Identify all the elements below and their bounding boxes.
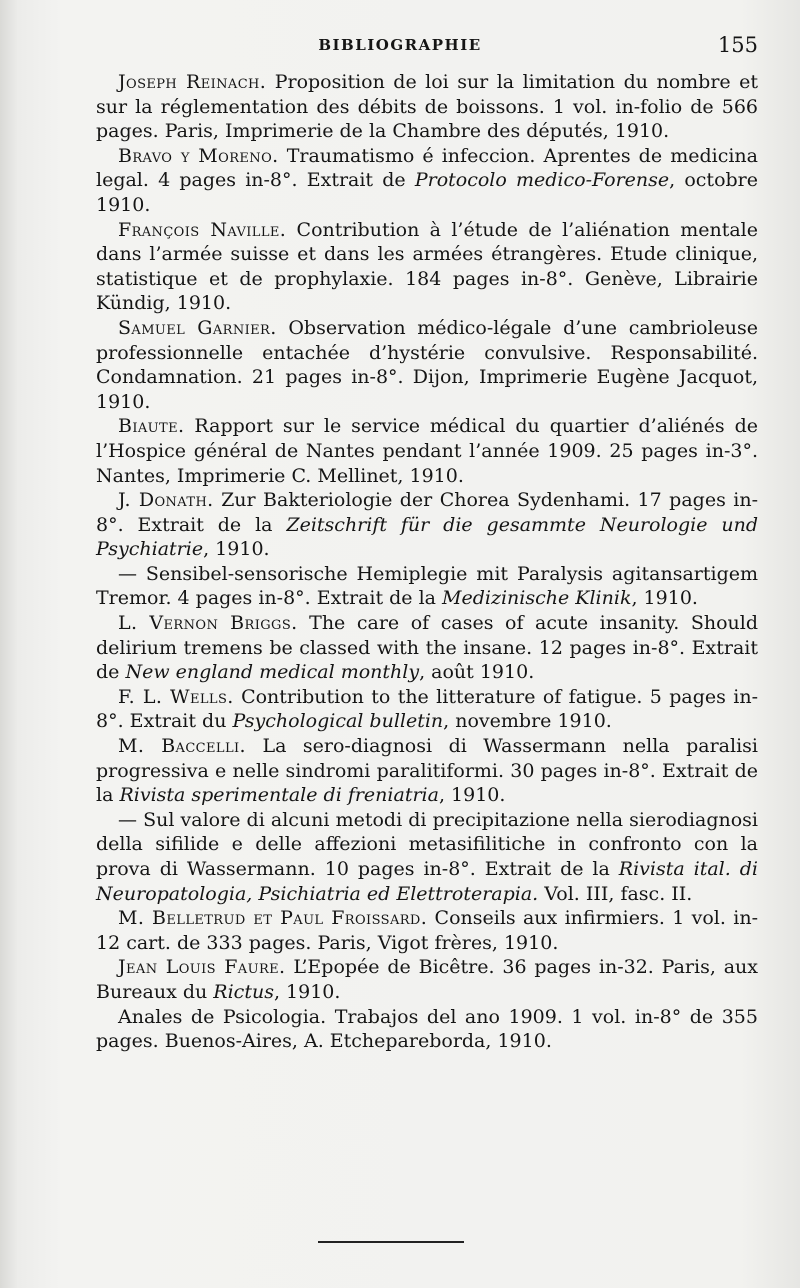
bibliography-entry — [96, 488, 758, 562]
entry-tail: , 1910. — [203, 538, 270, 561]
entry-author: L. Vernon Briggs. — [118, 612, 298, 635]
entry-author: Joseph Reinach. — [118, 71, 267, 93]
bibliography-entry — [96, 1005, 758, 1054]
entry-author: M. Belletrud et Paul Froissard. — [118, 907, 428, 930]
entry-text: Anales de Psicologia. Trabajos del ano 1909. 1 vol. in-8° de 355 pages. Buenos-Aires, A. Etchepareborda, 1910. — [96, 1005, 758, 1053]
entry-text: Traumatismo é infeccion. Aprentes de medicina legal. 4 pages in-8°. Extrait de — [96, 144, 758, 192]
bibliography-entry — [96, 218, 758, 316]
bibliography-entry — [96, 70, 758, 144]
entry-source: New england medical monthly — [125, 661, 420, 684]
entry-source: Rivista sperimentale di freniatria — [119, 784, 439, 807]
entry-tail: Vol. III, fasc. II. — [538, 882, 693, 905]
entry-tail: , août 1910. — [419, 661, 535, 684]
bibliography-entry — [96, 144, 758, 218]
entry-source: Rivista ital. di Neuropatologia, Psichiatria ed Elettroterapia. — [96, 858, 758, 905]
bibliography-list — [96, 70, 758, 1054]
entry-text: Rapport sur le service médical du quartier d’aliénés de l’Hospice général de Nantes pendant l’année 1909. 25 pages in-3°. Nantes, Imprimerie C. Mellinet, 1910. — [96, 415, 759, 487]
entry-tail: , 1910. — [631, 587, 698, 610]
entry-source: Protocolo medico-Forense — [414, 169, 670, 192]
entry-text: The care of cases of acute insanity. Should delirium tremens be classed with the insane. 12 pages in-8°. Extrait de — [96, 612, 758, 684]
bibliography-entry — [96, 906, 758, 955]
bibliography-entry — [96, 562, 758, 611]
bibliography-entry — [96, 611, 758, 685]
entry-text: Contribution à l’étude de l’aliénation mentale dans l’armée suisse et dans les armées étrangères. Etude clinique, statistique et de prophylaxie. 184 pages in-8°. Genève, Librairie Kündig, 1910. — [96, 218, 758, 315]
entry-tail: , 1910. — [273, 980, 341, 1003]
entry-author: Biaute. — [118, 415, 185, 438]
bibliography-entry — [96, 316, 758, 414]
entry-tail: , 1910. — [438, 784, 506, 807]
entry-tail: , novembre 1910. — [443, 710, 612, 733]
page-header — [0, 33, 800, 62]
entry-text: Observation médico-légale d’une cambrioleuse professionnelle entachée d’hystérie convulsive. Responsabilité. Condamnation. 21 pages in-8°. Dijon, Imprimerie Eugène Jacquot, 1910. — [96, 316, 758, 413]
entry-author: M. Baccelli. — [118, 735, 246, 758]
entry-text: Contribution to the litterature of fatigue. 5 pages in-8°. Extrait du — [96, 685, 758, 733]
entry-author: Bravo y Moreno. — [118, 144, 279, 167]
closing-rule — [318, 1241, 464, 1243]
bibliography-entry — [96, 685, 758, 734]
entry-text: Zur Bakteriologie der Chorea Sydenhami. 17 pages in-8°. Extrait de la — [96, 489, 758, 536]
entry-source: Rictus — [213, 980, 274, 1003]
entry-author: Samuel Garnier. — [118, 316, 277, 339]
entry-text: Conseils aux infirmiers. 1 vol. in-12 cart. de 333 pages. Paris, Vigot frères, 1910. — [96, 907, 758, 954]
entry-source: Psychological bulletin — [232, 710, 444, 733]
entry-source: Medizinische Klinik — [442, 587, 632, 610]
entry-text: — Sensibel-sensorische Hemiplegie mit Paralysis agitansartigem Tremor. 4 pages in-8°. Extrait de la — [96, 562, 758, 610]
entry-author: J. Donath. — [118, 489, 214, 512]
entry-author: F. L. Wells. — [118, 685, 234, 708]
bibliography-entry — [96, 414, 758, 488]
running-title: BIBLIOGRAPHIE — [318, 36, 482, 54]
entry-text: L’Epopée de Bicêtre. 36 pages in-32. Paris, aux Bureaux du — [96, 956, 758, 1003]
entry-source: Zeitschrift für die gesammte Neurologie und Psychiatrie — [96, 513, 758, 561]
entry-author: Jean Louis Faure. — [118, 956, 286, 979]
entry-text: La sero-diagnosi di Wassermann nella paralisi progressiva e nelle sindromi paralitiformi. 30 pages in-8°. Extrait de la — [96, 735, 758, 807]
entry-tail: , octobre 1910. — [96, 169, 758, 216]
bibliography-entry — [96, 734, 758, 808]
entry-text: — Sul valore di alcuni metodi di precipitazione nella sierodiagnosi della sifilide e delle affezioni metasifilitiche in confronto con la prova di Wassermann. 10 pages in-8°. Extrait de la — [96, 808, 758, 880]
bibliography-entry — [96, 808, 758, 906]
entry-author: François Naville. — [118, 218, 287, 241]
entry-text: Proposition de loi sur la limitation du nombre et sur la réglementation des débits de boissons. 1 vol. in-folio de 566 pages. Paris, Imprimerie de la Chambre des députés, 1910. — [96, 71, 758, 143]
page-number: 155 — [717, 33, 758, 57]
bibliography-entry — [96, 955, 758, 1004]
